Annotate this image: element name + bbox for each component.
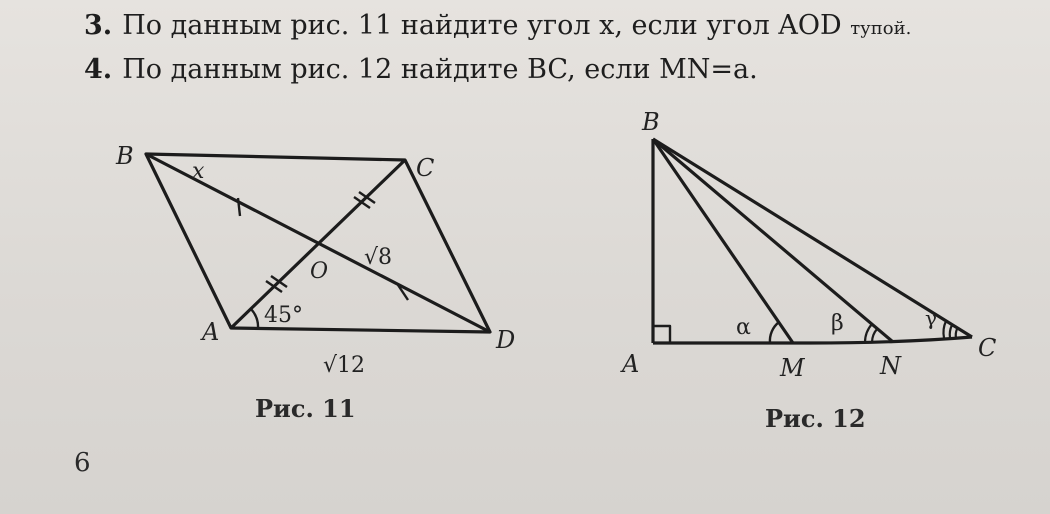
problem-3-text: По данным рис. 11 найдите угол x, если угол AOD [122,10,842,41]
angle-arc-c-1 [943,321,946,338]
angle-arc-c-3 [956,329,957,338]
label-b-fig11: B [116,142,134,170]
label-d-fig11: D [496,326,516,354]
label-a-fig11: A [202,318,220,346]
angle-arc-n-1 [865,324,872,342]
problem-3-number: 3. [84,10,113,41]
right-angle-mark [653,326,670,343]
label-beta: β [831,311,844,336]
angle-arc-c-2 [950,325,952,338]
angle-arc-n-2 [872,329,877,342]
page-number: 6 [74,448,91,478]
diagonal-ac [231,160,405,328]
label-gamma: γ [925,306,937,330]
label-o-fig11: O [310,259,329,284]
label-n-fig12: N [880,352,901,380]
problem-4-text: По данным рис. 12 найдите BC, если MN=a. [122,54,758,85]
problem-4-number: 4. [84,54,113,85]
caption-figure-12: Рис. 12 [765,404,866,433]
label-sqrt8: √8 [364,245,393,270]
label-x-fig11: x [192,159,205,184]
label-c-fig12: C [978,334,997,362]
label-a-fig12: A [622,350,640,378]
angle-arc-m [770,322,779,343]
caption-figure-11: Рис. 11 [255,394,356,423]
label-b-fig12: B [642,108,660,136]
problem-3-tail: тупой. [850,18,912,39]
side-ac [653,337,972,343]
label-sqrt12: √12 [323,353,366,378]
label-c-fig11: C [416,154,435,182]
label-alpha: α [736,315,751,340]
label-angle-45: 45° [264,303,303,328]
angle-arc-a [251,309,258,329]
label-m-fig12: M [780,354,805,382]
